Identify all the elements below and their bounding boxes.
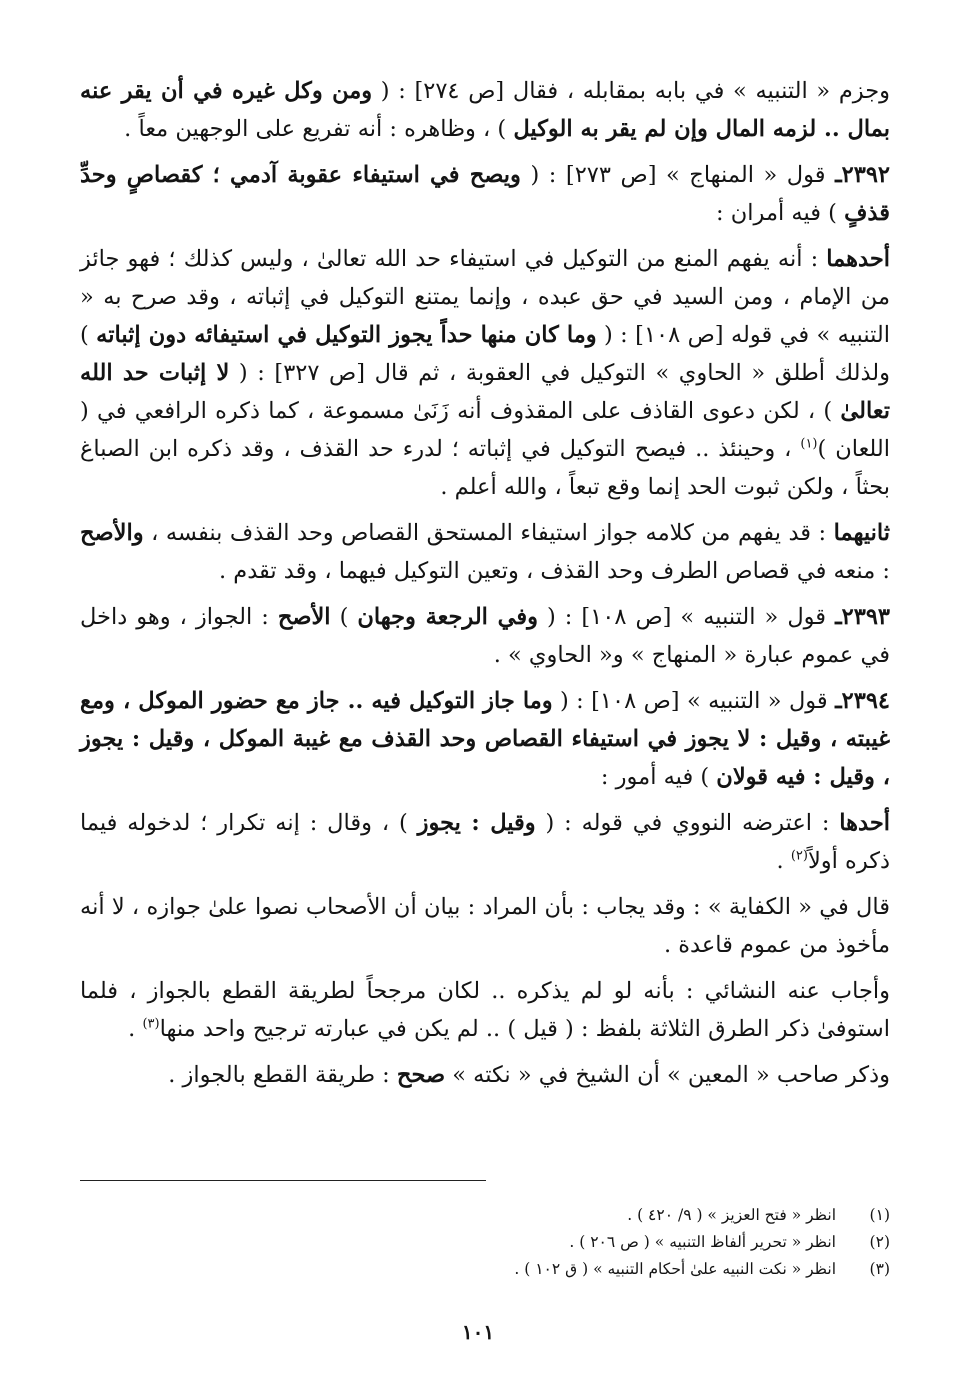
bold-text: وما كان منها حداً يجوز التوكيل في استيفائه دون إثباته [96,322,597,348]
footnote [80,1229,890,1256]
footnote-text: انظر « تحرير ألفاظ التنبيه » ( ص ٢٠٦ ) . [569,1233,836,1251]
text-run: وجزم « التنبيه » في بابه بمقابله ، فقال [ص ٢٧٤] : ( [372,78,890,104]
text-run: ) ، لكن دعوى القاذف على المقذوف أنه زَنَىٰ مسموعة ، كما ذكره الرافعي في ( اللعان ) [80,398,890,462]
text-run: ) ، وظاهره : أنه تفريع على الوجهين معاً . [124,116,514,142]
footnote [80,1202,890,1229]
footnote-text: انظر « نكت النبيه علىٰ أحكام التنبيه » ( ق ١٠٢ ) . [514,1260,836,1278]
text-run: قال في « الكفاية » : وقد يجاب : بأن المراد : بيان أن الأصحاب نصوا علىٰ جوازه ، لا أنه مأخوذ من عموم قاعدة . [80,894,890,958]
bold-text: صحح [396,1062,446,1088]
bold-text: ومن وكل غيره في أن يقر عنه بمال .. لزمه المال وإن لم يقر به الوكيل [80,78,890,142]
footnote-ref: (١) [800,436,818,452]
text-run: ) ، وقال : إنه تكرار ؛ لدخوله فيما ذكره أولاً [80,810,890,874]
bold-text: ثانيهما [833,520,890,546]
bold-text: وفي الرجعة وجهان [357,604,538,630]
text-run: : الجواز ، وهو داخل في عموم عبارة « المنهاج » و« الحاوي » . [80,604,890,668]
text-run: وأجاب عنه النشائي : بأنه لو لم يذكره .. لكان مرجحاً لطريقة القطع بالجواز ، فلما استوفىٰ ذكر الطرق الثلاثة بلفظ : ( قيل ) .. لم يكن في عبارته ترجيح واحد منها [80,978,890,1042]
bold-text: ويصح في استيفاء عقوبة آدمي ؛ كقصاصٍ وحدِّ قذفٍ [80,162,890,226]
footnote-number: (٢) [869,1233,890,1251]
footnote-ref: (٢) [790,848,808,864]
text-run: قول « المنهاج » [ص ٢٧٣] : ( [520,162,836,188]
text-run: ) فيه أمران : [716,200,845,226]
bold-text: ٢٣٩٤ـ [835,688,891,714]
text-run: ) [330,604,358,630]
footnote-text: انظر « فتح العزيز » ( ٩/ ٤٢٠ ) . [627,1206,836,1224]
text-run: . [776,848,791,874]
text-run: : أنه يفهم المنع من التوكيل في استيفاء حد الله تعالىٰ ، وليس كذلك ؛ فهو جائز من الإمام ، ومن السيد في حق عبده ، وإنما يمتنع التوكيل في إثباته ، وقد صرح به « التنبيه » في قوله [ص ١٠٨] : ( [80,246,890,348]
text-run: . [128,1016,143,1042]
footnote-number: (١) [869,1206,890,1224]
footnote-number: (٣) [869,1260,890,1278]
bold-text: ٢٣٩٢ـ [835,162,890,188]
paragraph [80,514,890,590]
text-run: ) فيه أمور : [600,764,717,790]
page-number: ١٠١ [461,1320,495,1344]
text-run: ) ولذلك أطلق « الحاوي » التوكيل في العقوبة ، ثم قال [ص ٣٢٧] : ( [80,322,890,386]
bold-text: والأصح [80,520,144,546]
bold-text: أحدها [839,810,890,836]
paragraph [80,804,890,880]
bold-text: الأصح [277,604,331,630]
text-run: قول « التنبيه » [ص ١٠٨] : ( [552,688,836,714]
text-run: وذكر صاحب « المعين » أن الشيخ في « نكته » [445,1062,890,1088]
bold-text: وقيل : يجوز [417,810,536,836]
paragraph [80,682,890,796]
paragraph [80,972,890,1048]
text-run: : قد يفهم من كلامه جواز استيفاء المستحق القصاص وحد القذف بنفسه ، [143,520,834,546]
text-run: : منعه في قصاص الطرف وحد القذف ، وتعين التوكيل فيهما ، وقد تقدم . [218,558,890,584]
paragraph [80,156,890,232]
footnote-divider [80,1180,486,1181]
bold-text: أحدهما [826,246,890,272]
paragraph [80,1056,890,1094]
footnote [80,1256,890,1283]
footnote-ref: (٣) [142,1016,160,1032]
paragraph [80,888,890,964]
text-run: ، وحينئذ .. فيصح التوكيل في إثباته ؛ لدرء حد القذف ، وقد ذكره ابن الصباغ بحثاً ، ولكن ثبوت الحد إنما وقع تبعاً ، والله أعلم . [80,436,890,500]
bold-text: ٢٣٩٣ـ [835,604,890,630]
bold-text: لا إثبات حد الله تعالىٰ [80,360,890,424]
bold-text: وما جاز التوكيل فيه .. جاز مع حضور الموكل ، ومع غيبته ، وقيل : لا يجوز في استيفاء القصاص وحد القذف مع غيبة الموكل ، وقيل : يجوز ، وقيل : فيه قولان [80,688,890,790]
text-run: قول « التنبيه » [ص ١٠٨] : ( [538,604,836,630]
paragraph [80,598,890,674]
text-run: : طريقة القطع بالجواز . [168,1062,397,1088]
paragraph [80,240,890,506]
text-run: : اعترضه النووي في قوله : ( [535,810,840,836]
main-text [80,72,890,1102]
paragraph [80,72,890,148]
footnotes [80,1202,890,1283]
